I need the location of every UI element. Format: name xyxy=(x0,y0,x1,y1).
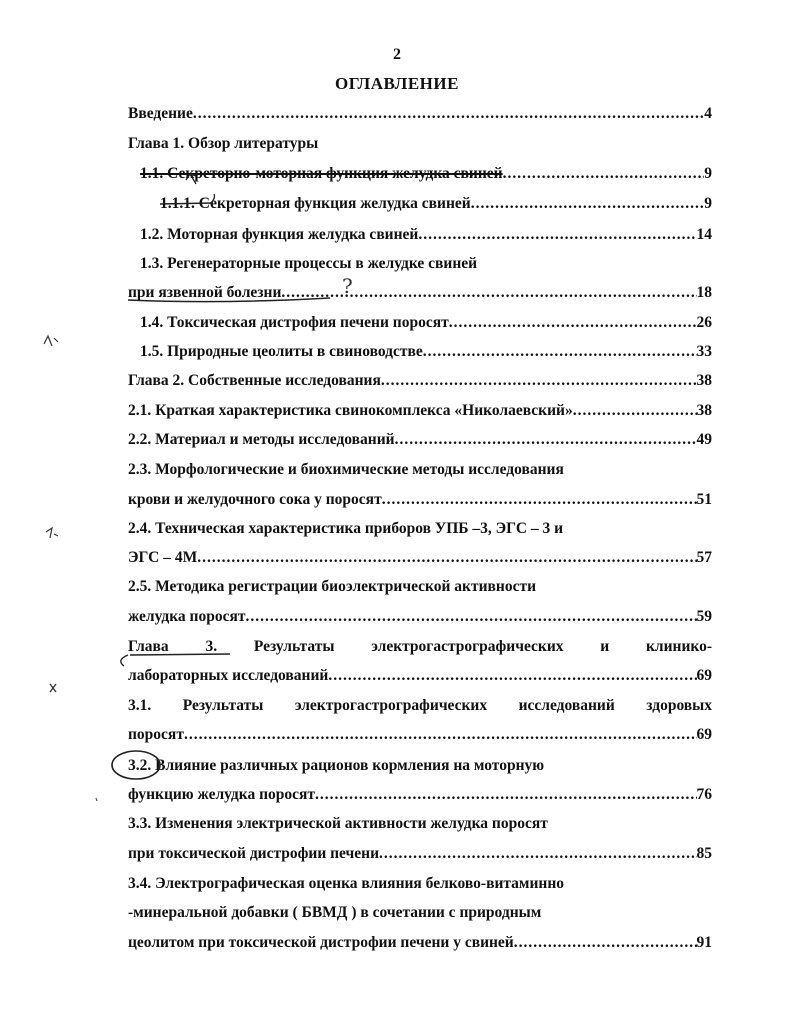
toc-page: 49 xyxy=(696,431,712,448)
question-mark: ? xyxy=(342,274,353,298)
toc-entry-3-2-cont xyxy=(128,785,712,805)
toc-chapter-3-cont xyxy=(128,666,712,686)
toc-page: 4 xyxy=(704,105,712,122)
toc-entry-2-5 xyxy=(128,577,712,597)
toc-entry-3-1 xyxy=(128,696,712,716)
toc-label: при язвенной болезни xyxy=(128,284,282,301)
toc-leader xyxy=(395,430,697,450)
toc-label: 1.3. Регенераторные процессы в желудке свиней xyxy=(140,255,478,272)
toc-label: лабораторных исследований xyxy=(128,667,329,684)
toc-leader xyxy=(184,725,697,745)
toc-label: функцию желудка поросят xyxy=(128,786,316,803)
toc-leader xyxy=(328,666,696,686)
toc-entry-1-1 xyxy=(140,164,712,184)
toc-entry-3-3-cont xyxy=(128,844,712,864)
toc-page: 85 xyxy=(696,845,712,862)
toc-leader xyxy=(418,225,696,245)
toc-page: 9 xyxy=(704,165,712,182)
word: клинико- xyxy=(645,638,713,655)
margin-mark xyxy=(44,336,58,346)
toc-chapter-1 xyxy=(128,134,712,154)
toc-label: 2.5. Методика регистрации биоэлектрической активности xyxy=(128,578,536,595)
toc-leader xyxy=(573,401,697,421)
toc-label: Глава 1. Обзор литературы xyxy=(128,134,318,154)
toc-label: 3.4. Электрографическая оценка влияния белково-витаминно xyxy=(128,875,565,892)
toc-leader xyxy=(245,607,696,627)
toc-entry-1-4 xyxy=(140,313,712,333)
word: Глава xyxy=(128,638,169,655)
toc-label: крови и желудочного сока у поросят xyxy=(128,491,382,508)
toc-label: Глава 2. Собственные исследования xyxy=(128,371,381,391)
word: 3. xyxy=(205,638,218,655)
toc-entry-2-5-cont xyxy=(128,607,712,627)
toc-page: 18 xyxy=(696,284,712,301)
toc-label: 2.2. Материал и методы исследований xyxy=(128,431,395,448)
toc-entry-3-3 xyxy=(128,814,712,834)
toc-leader xyxy=(315,785,696,805)
toc-leader xyxy=(503,164,705,184)
toc-page: 33 xyxy=(696,343,712,360)
toc-entry-3-2 xyxy=(128,756,712,776)
toc-label: -минеральной добавки ( БВМД ) в сочетании с природным xyxy=(128,904,542,921)
toc-entry-2-4 xyxy=(128,519,712,539)
toc-label: желудка поросят xyxy=(128,608,246,625)
toc-leader xyxy=(514,933,697,953)
toc-leader xyxy=(379,844,696,864)
toc-entry-1-3-cont xyxy=(128,283,712,303)
toc-entry-3-4-cont1 xyxy=(128,903,712,923)
margin-mark xyxy=(46,528,58,538)
toc-page: 38 xyxy=(696,402,712,419)
bracket-mark xyxy=(121,655,128,666)
toc-label: поросят xyxy=(128,726,184,743)
word: и xyxy=(600,638,610,655)
toc-label: 2.4. Техническая характеристика приборов УПБ –3, ЭГС – 3 и xyxy=(128,520,564,537)
toc-entry-2-2 xyxy=(128,430,712,450)
toc-label: ЭГС – 4М xyxy=(128,549,198,566)
word: электрогастрографических xyxy=(294,697,488,714)
toc-chapter-3 xyxy=(128,637,712,657)
word: Результаты xyxy=(253,638,335,655)
toc-label: 1.5. Природные цеолиты в свиноводстве xyxy=(140,343,423,360)
toc-chapter-2 xyxy=(128,371,712,391)
toc-page: 69 xyxy=(696,726,712,743)
toc-label: цеолитом при токсической дистрофии печени у свиней xyxy=(128,934,514,951)
toc-label: 3.2. Влияние различных рационов кормления на моторную xyxy=(128,757,545,774)
toc-entry-3-4 xyxy=(128,874,712,894)
toc-entry-1-1-1 xyxy=(160,194,712,214)
toc-leader xyxy=(197,548,696,568)
toc-entry-2-3 xyxy=(128,460,712,480)
toc-label: при токсической дистрофии печени xyxy=(128,845,380,862)
toc-label: 1.1.1. Секреторная функция желудка свиней xyxy=(160,195,471,212)
toc-entry-2-4-cont xyxy=(128,548,712,568)
toc-page: 9 xyxy=(704,195,712,212)
toc-leader xyxy=(471,194,705,214)
toc-page: 14 xyxy=(696,226,712,243)
page-number: 2 xyxy=(393,46,401,63)
toc-label: 1.1. Секреторно-моторная функция желудка свиней xyxy=(140,165,503,182)
toc-page: 76 xyxy=(696,786,712,803)
margin-mark xyxy=(50,684,56,692)
toc-page: 51 xyxy=(696,491,712,508)
toc-leader xyxy=(449,313,697,333)
word: исследований xyxy=(518,697,615,714)
toc-page: 26 xyxy=(696,314,712,331)
word: электрогастрографических xyxy=(371,638,564,655)
word: Результаты xyxy=(182,697,264,714)
toc-entry-1-2 xyxy=(140,225,712,245)
toc-leader xyxy=(193,104,704,124)
word: 3.1. xyxy=(128,697,152,714)
toc-label: 3.3. Изменения электрической активности желудка поросят xyxy=(128,815,548,832)
toc-label: 2.1. Краткая характеристика свинокомплекса «Николаевский» xyxy=(128,402,573,419)
toc-label: 1.2. Моторная функция желудка свиней xyxy=(140,226,419,243)
toc-entry-2-3-cont xyxy=(128,490,712,510)
toc-entry-1-5 xyxy=(140,342,712,362)
toc-leader xyxy=(423,342,697,362)
toc-entry-3-1-cont xyxy=(128,725,712,745)
toc-page: 38 xyxy=(696,372,712,389)
toc-page: 91 xyxy=(696,934,712,951)
toc-page: 57 xyxy=(696,549,712,566)
page-title: ОГЛАВЛЕНИЕ xyxy=(335,74,459,93)
word: здоровых xyxy=(646,697,713,714)
toc-entry-2-1 xyxy=(128,401,712,421)
margin-mark xyxy=(96,798,97,801)
toc-entry-1-3 xyxy=(140,254,712,274)
toc-label: Введение xyxy=(128,105,193,122)
toc-label: 2.3. Морфологические и биохимические методы исследования xyxy=(128,461,564,478)
toc-leader xyxy=(382,490,697,510)
toc-label: 1.4. Токсическая дистрофия печени поросят xyxy=(140,314,449,331)
toc-entry-intro xyxy=(128,104,712,124)
toc-entry-3-4-cont2 xyxy=(128,933,712,953)
toc-page: 69 xyxy=(696,667,712,684)
toc-page: 59 xyxy=(696,608,712,625)
toc-leader xyxy=(381,371,697,391)
